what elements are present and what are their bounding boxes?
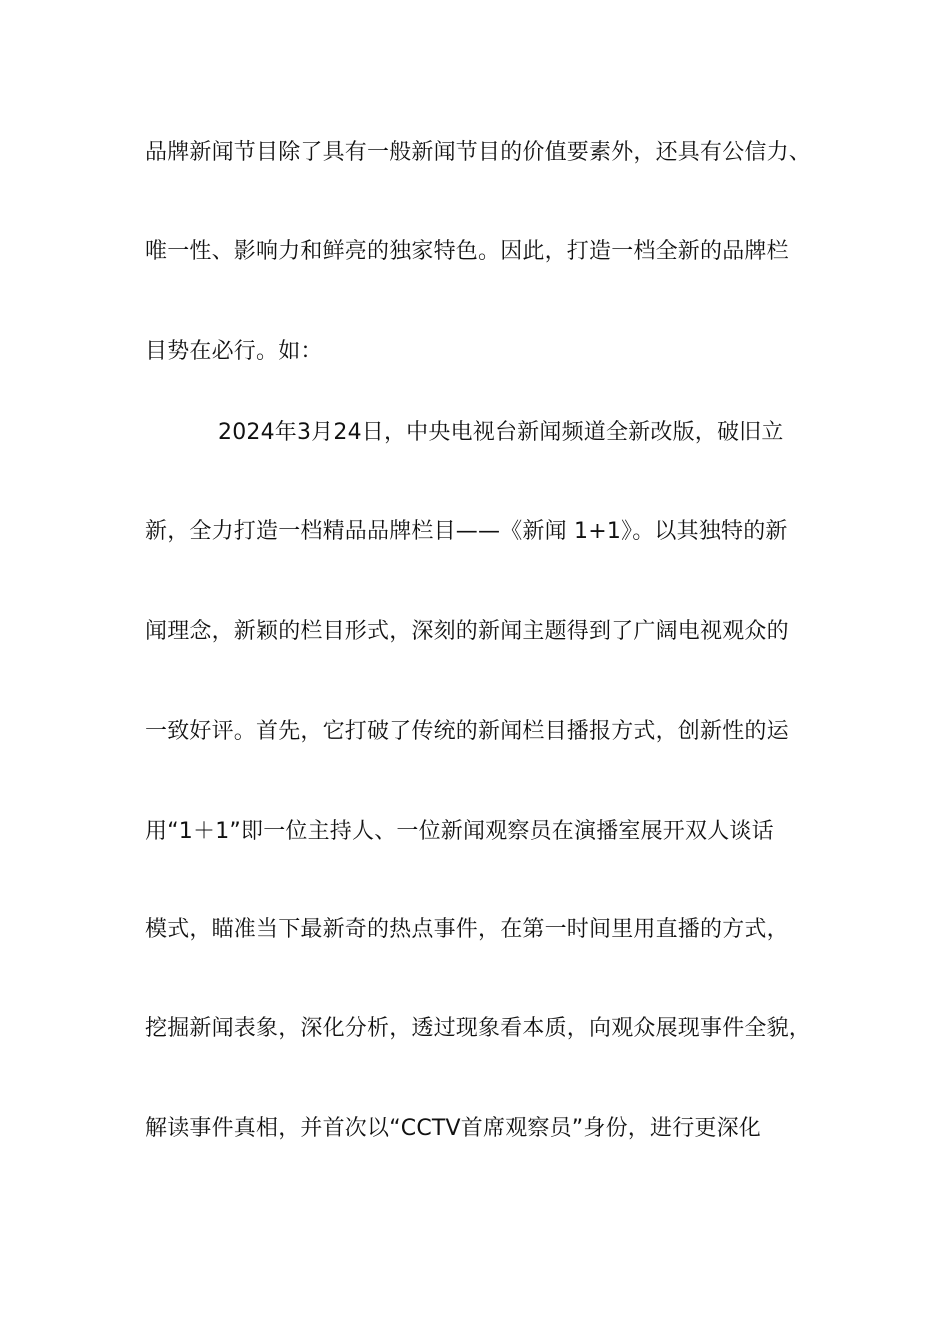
paragraph-line: 模式，瞄准当下最新奇的热点事件，在第一时间里用直播的方式，	[145, 917, 789, 942]
paragraph-line: 新，全力打造一档精品品牌栏目——《新闻 1+1》。以其独特的新	[145, 519, 788, 544]
paragraph-line: 唯一性、影响力和鲜亮的独家特色。因此，打造一档全新的品牌栏	[145, 239, 789, 264]
paragraph-line: 品牌新闻节目除了具有一般新闻节目的价值要素外，还具有公信力、	[145, 140, 812, 165]
paragraph-line: 解读事件真相，并首次以“CCTV首席观察员”身份，进行更深化	[145, 1116, 762, 1141]
paragraph-line-indented: 2024年3月24日，中央电视台新闻频道全新改版，破旧立	[218, 420, 784, 445]
paragraph-line: 闻理念，新颖的栏目形式，深刻的新闻主题得到了广阔电视观众的	[145, 619, 789, 644]
paragraph-line: 挖掘新闻表象，深化分析，透过现象看本质，向观众展现事件全貌，	[145, 1016, 812, 1041]
paragraph-line: 用“1＋1”即一位主持人、一位新闻观察员在演播室展开双人谈话	[145, 819, 774, 844]
paragraph-line: 目势在必行。如：	[145, 339, 323, 364]
paragraph-line: 一致好评。首先，它打破了传统的新闻栏目播报方式，创新性的运	[145, 719, 789, 744]
